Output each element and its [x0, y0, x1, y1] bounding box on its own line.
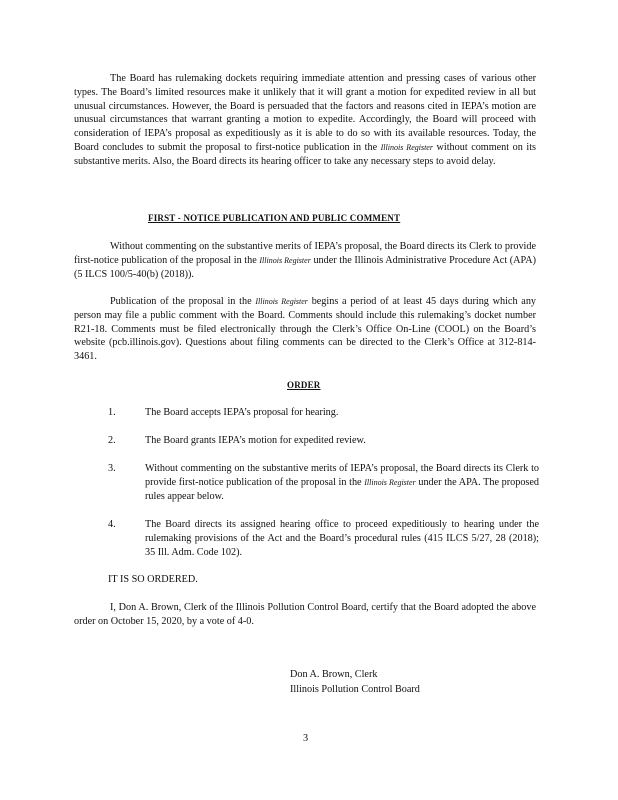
order-text: The Board accepts IEPA’s proposal for hearing.	[145, 407, 339, 418]
order-number: 4.	[108, 519, 116, 530]
order-number: 1.	[108, 407, 116, 418]
italic-register: Illinois Register	[259, 255, 311, 265]
paragraph-text-tail: without comment on its substantive merits. Also, the Board directs its hearing officer to take any necessary steps to avoid delay.	[74, 141, 536, 167]
certification-text: I, Don A. Brown, Clerk of the Illinois Pollution Control Board, certify that the Board adopted the above order on October 15, 2020, by a vote of 4-0.	[74, 602, 536, 627]
paragraph-expedited-review	[74, 72, 536, 169]
order-text-tail: under the APA. The proposed rules appear below.	[145, 476, 540, 502]
order-text-main: Without commenting on the substantive merits of IEPA’s proposal, the Board directs its Clerk to provide first-notice publication of the proposal in the	[145, 463, 539, 488]
italic-register: Illinois Register	[255, 297, 308, 306]
page-number: 3	[303, 733, 309, 744]
paragraph-text-tail: begins a period of at least 45 days during which any person may file a public comment with the Board. Comments should include this rulemaking’s docket number R21-18. Comments must be filed electronically through the Clerk’s Office On-Line (COOL) on the Board’s website (pcb.illinois.gov). Questions about filing comments can be directed to the Clerk’s Office at 312-814-3461.	[74, 296, 537, 363]
paragraph-public-comment	[74, 295, 536, 364]
heading-first-notice: FIRST - NOTICE PUBLICATION AND PUBLIC COMMENT	[148, 213, 401, 223]
certification-paragraph	[74, 601, 536, 629]
paragraph-first-notice	[74, 240, 536, 281]
signature-org: Illinois Pollution Control Board	[290, 684, 420, 695]
italic-register: Illinois Register	[380, 142, 433, 152]
order-text: The Board grants IEPA’s motion for expedited review.	[145, 435, 366, 446]
paragraph-text: Publication of the proposal in the	[110, 296, 252, 307]
paragraph-text: Without commenting on the substantive merits of IEPA’s proposal, the Board directs its Clerk to provide first-notice publication of the proposal in the	[74, 241, 536, 266]
italic-register: Illinois Register	[364, 477, 416, 487]
heading-order: ORDER	[287, 380, 321, 390]
order-number: 3.	[108, 463, 116, 474]
order-text: The Board directs its assigned hearing office to proceed expeditiously to hearing under the rulemaking provisions of the Act and the Board’s procedural rules (415 ILCS 5/27, 28 (2018); 35 Ill. Adm. Code 102).	[145, 519, 539, 558]
signature-name: Don A. Brown, Clerk	[290, 669, 378, 680]
paragraph-text: The Board has rulemaking dockets requiring immediate attention and pressing cases of various other types. The Board’s limited resources make it unlikely that it will grant a motion for expedited review in all but unusual circumstances. However, the Board is persuaded that the factors and reasons cited in IEPA’s motion are unusual circumstances that warrant granting a motion to expedite. Accordingly, the Board will proceed with consideration of IEPA’s proposal as expeditiously as it is able to do so with its available resources. Today, the Board concludes to submit the proposal to first-notice publication in the	[74, 73, 536, 153]
order-text	[145, 462, 539, 503]
paragraph-text-tail: under the Illinois Administrative Procedure Act (APA) (5 ILCS 100/5-40(b) (2018)).	[74, 254, 537, 280]
so-ordered: IT IS SO ORDERED.	[108, 574, 198, 585]
order-number: 2.	[108, 435, 116, 446]
